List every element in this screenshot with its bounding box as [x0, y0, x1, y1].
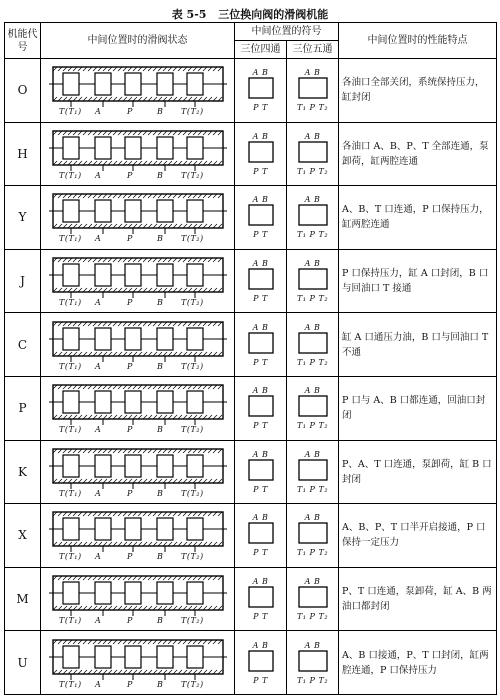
function-feature: P、A、T 口连通，泵卸荷，缸 B 口封闭: [339, 440, 497, 504]
symbol-bottom-label: P T: [253, 166, 268, 176]
port-label-left: T(T₁): [59, 552, 82, 562]
symbol-top-label: A B: [304, 322, 321, 332]
port-label-p: P: [127, 616, 133, 626]
symbol-bottom-label: T₁ P T₂: [296, 230, 329, 240]
symbol-3pos-4way: [235, 249, 287, 313]
spool-state-diagram: [41, 122, 235, 186]
symbol-3pos-5way: [287, 59, 339, 123]
symbol-bottom-label: P T: [253, 357, 268, 367]
symbol-3pos-5way: [287, 504, 339, 568]
port-label-right: T(T₂): [181, 425, 204, 435]
valve-symbol-icon: [298, 204, 328, 226]
port-label-a: A: [95, 107, 102, 117]
symbol-3pos-4way: [235, 186, 287, 250]
valve-symbol-icon: [248, 459, 274, 481]
caption-number: 表 5-5: [171, 8, 207, 21]
symbol-3pos-4way: [235, 631, 287, 695]
symbol-top-label: A B: [252, 513, 269, 523]
port-label-a: A: [95, 679, 102, 689]
port-label-b: B: [157, 170, 164, 180]
port-label-p: P: [127, 298, 133, 308]
spool-state-diagram: [41, 186, 235, 250]
symbol-top-label: A B: [252, 131, 269, 141]
symbol-3pos-4way: [235, 376, 287, 440]
port-label-b: B: [157, 552, 164, 562]
symbol-bottom-label: P T: [253, 612, 268, 622]
port-label-b: B: [157, 361, 164, 371]
symbol-top-label: A B: [252, 640, 269, 650]
table-row: [5, 376, 497, 440]
function-code: C: [5, 313, 41, 377]
symbol-3pos-5way: [287, 376, 339, 440]
function-feature: 缸 A 口通压力油，B 口与回油口 T 不通: [339, 313, 497, 377]
symbol-3pos-4way: [235, 122, 287, 186]
port-label-left: T(T₁): [59, 616, 82, 626]
spool-state-diagram: [41, 313, 235, 377]
function-feature: 各油口 A、B、P、T 全部连通，泵卸荷，缸两腔连通: [339, 122, 497, 186]
port-label-p: P: [127, 425, 133, 435]
port-label-right: T(T₂): [181, 488, 204, 498]
header-sym5: 三位五通: [287, 41, 339, 59]
symbol-top-label: A B: [304, 195, 321, 205]
symbol-3pos-4way: [235, 59, 287, 123]
symbol-3pos-5way: [287, 440, 339, 504]
valve-symbol-icon: [248, 650, 274, 672]
symbol-top-label: A B: [252, 577, 269, 587]
symbol-3pos-4way: [235, 313, 287, 377]
function-feature: A、B 口接通，P、T 口封闭，缸两腔连通，P 口保持压力: [339, 631, 497, 695]
symbol-bottom-label: T₁ P T₂: [296, 294, 329, 304]
header-symbol: 中间位置的符号: [235, 23, 339, 41]
symbol-bottom-label: P T: [253, 230, 268, 240]
port-label-left: T(T₁): [59, 488, 82, 498]
spool-state-diagram: [41, 376, 235, 440]
symbol-bottom-label: P T: [253, 103, 268, 113]
valve-symbol-icon: [248, 522, 274, 544]
symbol-top-label: A B: [304, 640, 321, 650]
valve-symbol-icon: [248, 141, 274, 163]
symbol-top-label: A B: [252, 68, 269, 78]
function-code: X: [5, 504, 41, 568]
port-label-b: B: [157, 234, 164, 244]
port-label-right: T(T₂): [181, 170, 204, 180]
port-label-right: T(T₂): [181, 361, 204, 371]
port-label-a: A: [95, 234, 102, 244]
port-label-right: T(T₂): [181, 679, 204, 689]
port-label-left: T(T₁): [59, 170, 82, 180]
valve-symbol-icon: [248, 332, 274, 354]
table-row: [5, 249, 497, 313]
symbol-top-label: A B: [304, 449, 321, 459]
port-label-b: B: [157, 679, 164, 689]
port-label-a: A: [95, 170, 102, 180]
port-label-b: B: [157, 488, 164, 498]
valve-symbol-icon: [248, 395, 274, 417]
port-label-p: P: [127, 170, 133, 180]
caption-title: 三位换向阀的滑阀机能: [218, 8, 329, 21]
valve-symbol-icon: [298, 459, 328, 481]
function-code: Y: [5, 186, 41, 250]
symbol-top-label: A B: [304, 131, 321, 141]
function-code: H: [5, 122, 41, 186]
table-row: [5, 313, 497, 377]
symbol-top-label: A B: [252, 449, 269, 459]
port-label-a: A: [95, 552, 102, 562]
port-label-left: T(T₁): [59, 298, 82, 308]
valve-symbol-icon: [298, 650, 328, 672]
valve-symbol-icon: [298, 77, 328, 99]
symbol-3pos-4way: [235, 567, 287, 631]
header-feature: 中间位置时的性能特点: [339, 23, 497, 59]
function-code: U: [5, 631, 41, 695]
header-sym3: 三位四通: [235, 41, 287, 59]
port-label-right: T(T₂): [181, 552, 204, 562]
valve-symbol-icon: [248, 268, 274, 290]
symbol-3pos-5way: [287, 567, 339, 631]
table-row: [5, 440, 497, 504]
port-label-right: T(T₂): [181, 234, 204, 244]
symbol-top-label: A B: [304, 259, 321, 269]
spool-state-diagram: [41, 249, 235, 313]
valve-symbol-icon: [298, 268, 328, 290]
port-label-b: B: [157, 107, 164, 117]
port-label-right: T(T₂): [181, 298, 204, 308]
symbol-top-label: A B: [304, 386, 321, 396]
table-row: [5, 59, 497, 123]
symbol-3pos-5way: [287, 631, 339, 695]
table-row: [5, 122, 497, 186]
port-label-p: P: [127, 488, 133, 498]
symbol-top-label: A B: [252, 259, 269, 269]
function-code: O: [5, 59, 41, 123]
function-code: J: [5, 249, 41, 313]
port-label-p: P: [127, 679, 133, 689]
spool-state-diagram: [41, 631, 235, 695]
port-label-b: B: [157, 616, 164, 626]
valve-symbol-icon: [298, 586, 328, 608]
symbol-3pos-4way: [235, 440, 287, 504]
symbol-bottom-label: P T: [253, 548, 268, 558]
symbol-bottom-label: P T: [253, 421, 268, 431]
spool-state-diagram: [41, 567, 235, 631]
table-row: [5, 504, 497, 568]
header-state: 中间位置时的滑阀状态: [41, 23, 235, 59]
symbol-bottom-label: T₁ P T₂: [296, 548, 329, 558]
port-label-p: P: [127, 234, 133, 244]
valve-symbol-icon: [248, 77, 274, 99]
symbol-bottom-label: T₁ P T₂: [296, 166, 329, 176]
function-feature: P 口保持压力，缸 A 口封闭，B 口与回油口 T 接通: [339, 249, 497, 313]
symbol-3pos-5way: [287, 186, 339, 250]
symbol-top-label: A B: [304, 577, 321, 587]
valve-symbol-icon: [248, 204, 274, 226]
symbol-bottom-label: T₁ P T₂: [296, 675, 329, 685]
symbol-bottom-label: T₁ P T₂: [296, 103, 329, 113]
spool-state-diagram: [41, 59, 235, 123]
port-label-right: T(T₂): [181, 616, 204, 626]
table-caption: [0, 6, 500, 22]
symbol-bottom-label: T₁ P T₂: [296, 357, 329, 367]
port-label-p: P: [127, 361, 133, 371]
port-label-b: B: [157, 298, 164, 308]
function-code: P: [5, 376, 41, 440]
table-row: [5, 631, 497, 695]
table-row: [5, 186, 497, 250]
symbol-top-label: A B: [252, 195, 269, 205]
valve-symbol-icon: [248, 586, 274, 608]
valve-symbol-icon: [298, 522, 328, 544]
valve-symbol-icon: [298, 141, 328, 163]
spool-state-diagram: [41, 504, 235, 568]
port-label-p: P: [127, 552, 133, 562]
spool-state-diagram: [41, 440, 235, 504]
function-code: K: [5, 440, 41, 504]
port-label-left: T(T₁): [59, 361, 82, 371]
function-feature: 各油口全部关闭，系统保持压力，缸封闭: [339, 59, 497, 123]
function-feature: A、B、T 口连通，P 口保持压力，缸两腔连通: [339, 186, 497, 250]
valve-symbol-icon: [298, 332, 328, 354]
symbol-top-label: A B: [304, 513, 321, 523]
symbol-top-label: A B: [252, 386, 269, 396]
port-label-left: T(T₁): [59, 107, 82, 117]
symbol-bottom-label: P T: [253, 484, 268, 494]
table-row: [5, 567, 497, 631]
symbol-bottom-label: P T: [253, 294, 268, 304]
function-feature: P、T 口连通，泵卸荷，缸 A、B 两油口都封闭: [339, 567, 497, 631]
port-label-a: A: [95, 616, 102, 626]
symbol-top-label: A B: [252, 322, 269, 332]
symbol-3pos-5way: [287, 249, 339, 313]
valve-function-table: [4, 22, 497, 695]
port-label-left: T(T₁): [59, 234, 82, 244]
symbol-3pos-5way: [287, 313, 339, 377]
port-label-p: P: [127, 107, 133, 117]
symbol-bottom-label: T₁ P T₂: [296, 484, 329, 494]
port-label-left: T(T₁): [59, 425, 82, 435]
symbol-bottom-label: T₁ P T₂: [296, 421, 329, 431]
port-label-right: T(T₂): [181, 107, 204, 117]
symbol-3pos-5way: [287, 122, 339, 186]
valve-symbol-icon: [298, 395, 328, 417]
function-feature: A、B、P、T 口半开启接通，P 口保持一定压力: [339, 504, 497, 568]
port-label-left: T(T₁): [59, 679, 82, 689]
symbol-bottom-label: T₁ P T₂: [296, 612, 329, 622]
port-label-a: A: [95, 298, 102, 308]
port-label-b: B: [157, 425, 164, 435]
header-code: 机能代号: [5, 23, 41, 59]
symbol-bottom-label: P T: [253, 675, 268, 685]
symbol-top-label: A B: [304, 68, 321, 78]
port-label-a: A: [95, 425, 102, 435]
symbol-3pos-4way: [235, 504, 287, 568]
port-label-a: A: [95, 488, 102, 498]
function-code: M: [5, 567, 41, 631]
port-label-a: A: [95, 361, 102, 371]
function-feature: P 口与 A、B 口都连通，回油口封闭: [339, 376, 497, 440]
